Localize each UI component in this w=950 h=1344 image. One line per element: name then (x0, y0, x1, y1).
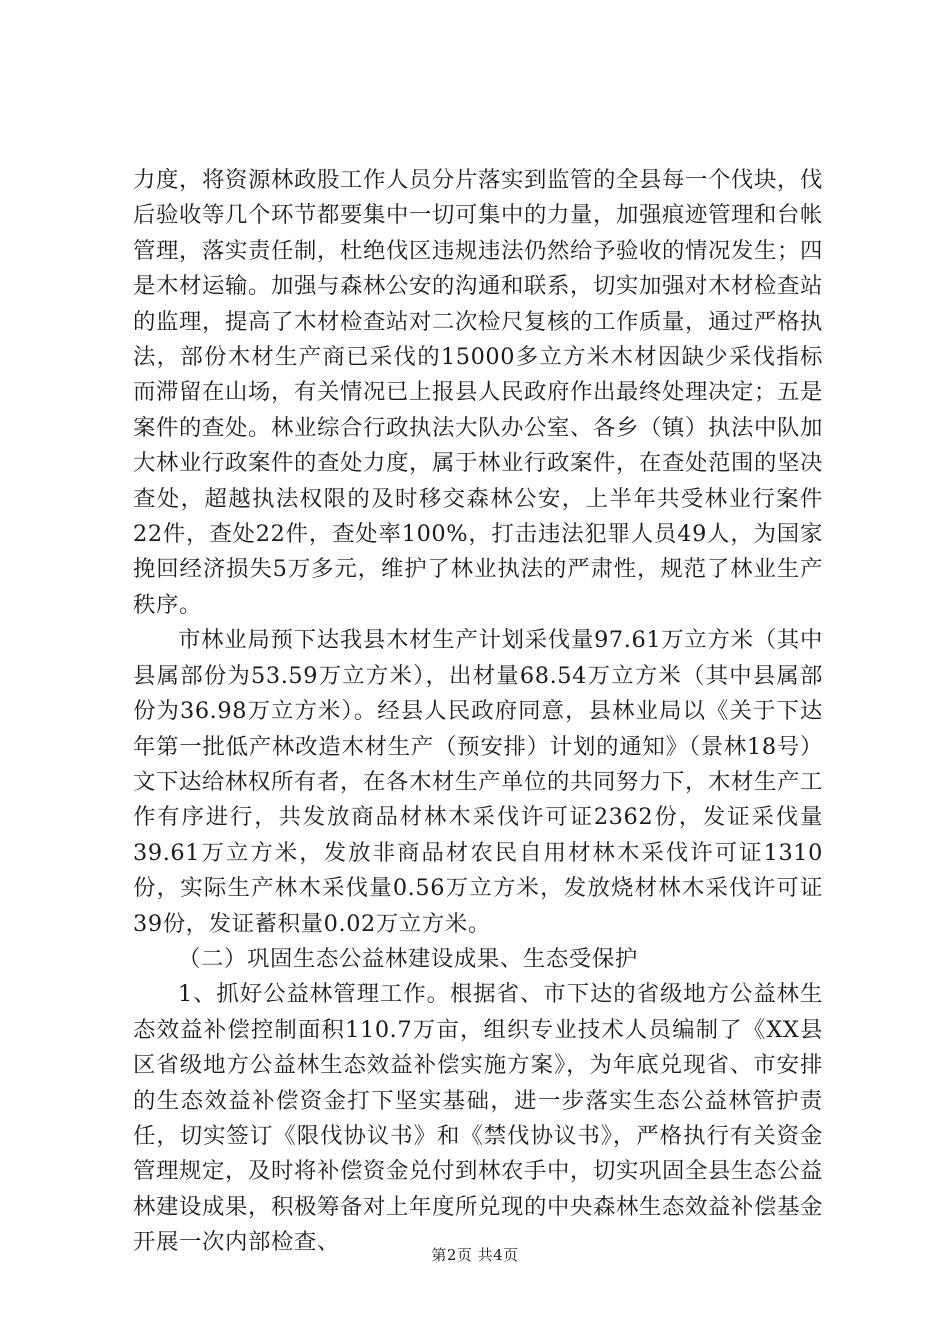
section-heading-ecological-forest: （二）巩固生态公益林建设成果、生态受保护 (178, 945, 638, 972)
page-number-footer: 第2页 共4页 (431, 1246, 519, 1264)
paragraph-enforcement-continued: 力度，将资源林政股工作人员分片落实到监管的全县每一个伐块，伐后验收等几个环节都要集中一切可集中的力量，加强痕迹管理和台帐管理，落实责任制，杜绝伐区违规违法仍然给予验收的情况发生；四是木材运输。加强与森林公安的沟通和联系，切实加强对木材检查站的监理，提高了木材检查站对二次检尺复核的工作质量，通过严格执法，部份木材生产商已采伐的15000多立方米木材因缺少采伐指标而滞留在山场，有关情况已上报县人民政府作出最终处理决定；五是案件的查处。林业综合行政执法大队办公室、各乡（镇）执法中队加大林业行政案件的查处力度，属于林业行政案件，在查处范围的坚决查处，超越执法权限的及时移交森林公安，上半年共受林业行案件22件，查处22件，查处率100%，打击违法犯罪人员49人，为国家挽回经济损失5万多元，维护了林业执法的严肃性，规范了林业生产秩序。 (133, 167, 823, 618)
document-body (133, 163, 823, 1261)
paragraph-timber-production: 市林业局预下达我县木材生产计划采伐量97.61万立方米（其中县属部份为53.59万立方米），出材量68.54万立方米（其中县属部份为36.98万立方米）。经县人民政府同意，县林业局以《关于下达年第一批低产林改造木材生产（预安排）计划的通知》（景林18号）文下达给林权所有者，在各木材生产单位的共同努力下，木材生产工作有序进行，共发放商品材林木采伐许可证2362份，发证采伐量39.61万立方米，发放非商品材农民自用材林木采伐许可证1310份，实际生产林木采伐量0.56万立方米，发放烧材林木采伐许可证39份，发证蓄积量0.02万立方米。 (133, 627, 823, 937)
paragraph-public-forest-management: 1、抓好公益林管理工作。根据省、市下达的省级地方公益林生态效益补偿控制面积110.7万亩，组织专业技术人员编制了《XX县区省级地方公益林生态效益补偿实施方案》，为年底兑现省、市安排的生态效益补偿资金打下坚实基础，进一步落实生态公益林管护责任，切实签订《限伐协议书》和《禁伐协议书》，严格执行有关资金管理规定，及时将补偿资金兑付到林农手中，切实巩固全县生态公益林建设成果，积极筹备对上年度所兑现的中央森林生态效益补偿基金开展一次内部检查、 (133, 981, 823, 1256)
